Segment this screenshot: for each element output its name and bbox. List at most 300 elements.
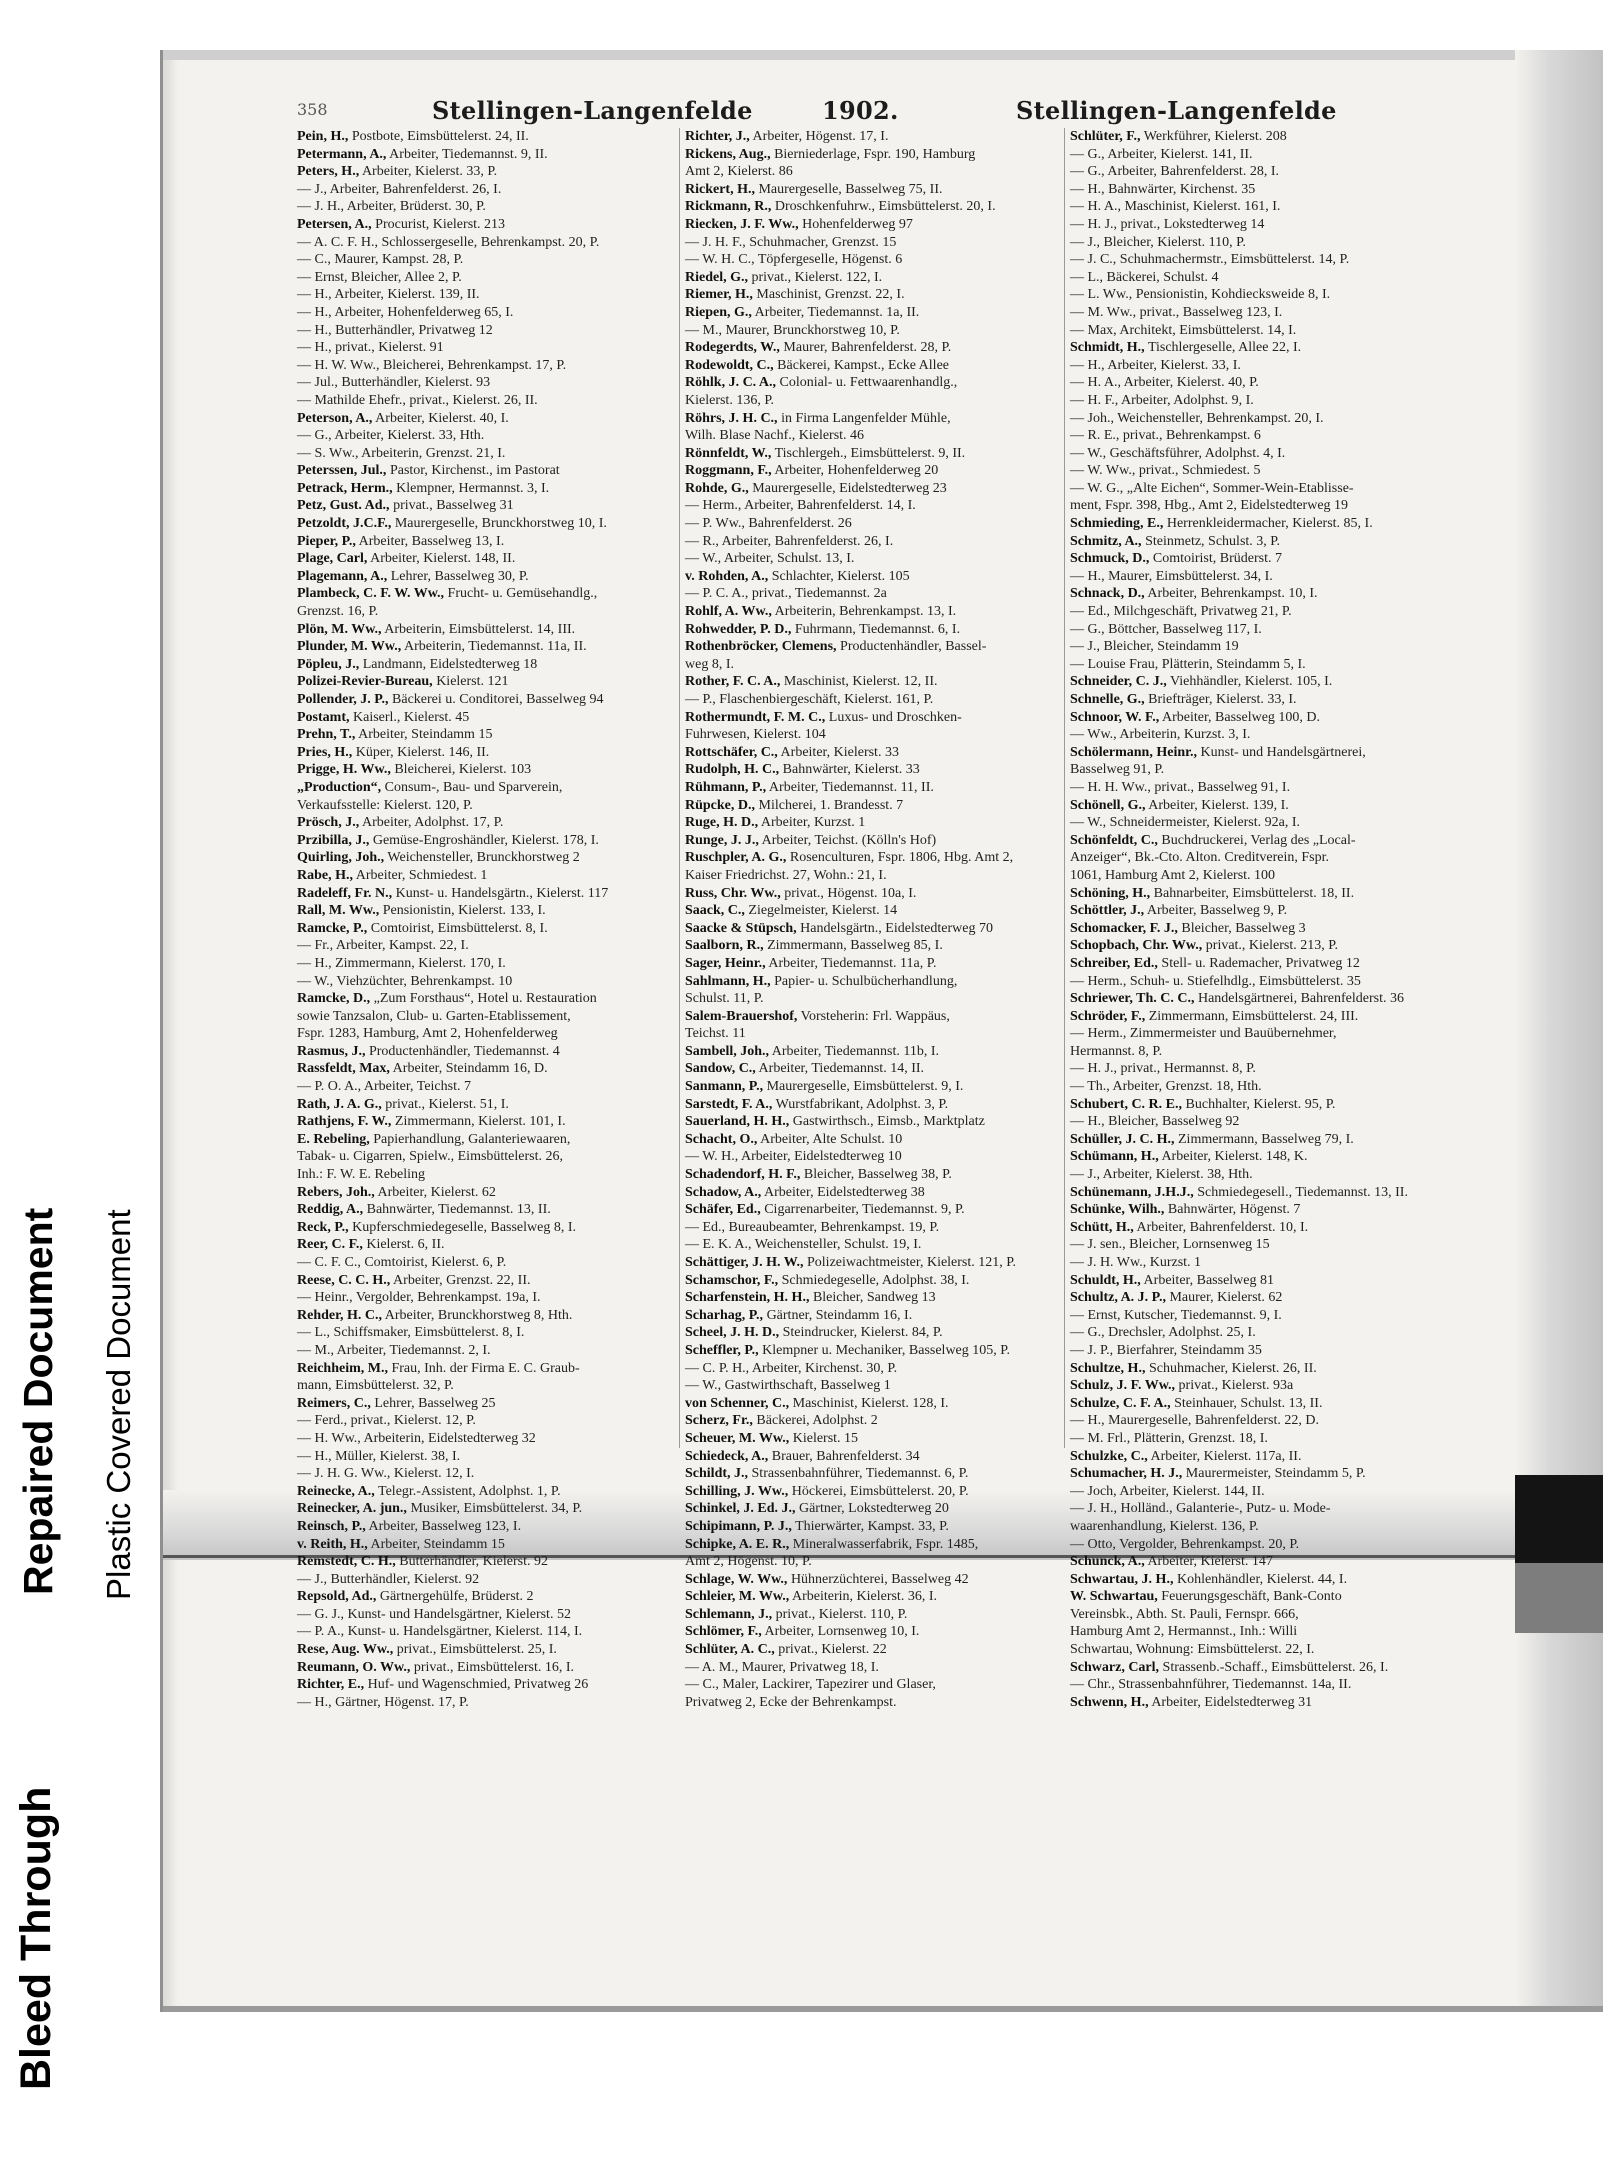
entry-details: — R. E., privat., Behrenkampst. 6	[1070, 428, 1261, 444]
directory-entry	[297, 1096, 677, 1114]
directory-entry	[1070, 814, 1450, 832]
directory-entry	[297, 1043, 677, 1061]
entry-details: Productenhändler, Tiedemannst. 4	[368, 1043, 560, 1059]
directory-entry	[685, 1641, 1065, 1659]
entry-name: Schünke, Wilh.,	[1070, 1202, 1165, 1218]
entry-details: Kielerst. 136, P.	[685, 392, 775, 408]
entry-details: — J., Butterhändler, Kielerst. 92	[297, 1571, 480, 1587]
entry-details: — L., Schiffsmaker, Eimsbüttelerst. 8, I.	[297, 1325, 525, 1341]
entry-details: Kielerst. 6, II.	[366, 1237, 445, 1253]
directory-entry	[1070, 445, 1450, 463]
directory-entry	[297, 198, 677, 216]
entry-name: Sanmann, P.,	[685, 1079, 764, 1095]
entry-details: Gärtnergehülfe, Brüderst. 2	[379, 1589, 534, 1605]
directory-entry	[297, 1025, 677, 1043]
entry-details: — H. W. Ww., Bleicherei, Behrenkampst. 17, P.	[297, 357, 567, 373]
entry-details: Teichst. 11	[685, 1026, 746, 1042]
directory-entry	[1070, 304, 1450, 322]
entry-details: Maurermeister, Steindamm 5, P.	[1185, 1466, 1366, 1482]
entry-details: Gemüse-Engroshändler, Kielerst. 178, I.	[372, 832, 599, 848]
directory-entry	[1070, 1254, 1450, 1272]
entry-name: Radeleff, Fr. N.,	[297, 885, 393, 901]
entry-details: — Joch, Arbeiter, Kielerst. 144, II.	[1070, 1483, 1265, 1499]
entry-details: Küper, Kielerst. 146, II.	[355, 744, 490, 760]
entry-name: v. Rohden, A.,	[685, 568, 769, 584]
entry-details: — J. H. G. Ww., Kielerst. 12, I.	[297, 1466, 475, 1482]
directory-entry	[297, 1694, 677, 1712]
directory-entry	[297, 1606, 677, 1624]
directory-entry	[685, 198, 1065, 216]
entry-name: Schäfer, Ed.,	[685, 1202, 761, 1218]
entry-name: Plön, M. Ww.,	[297, 621, 382, 637]
directory-entry	[685, 1025, 1065, 1043]
entry-details: waarenhandlung, Kielerst. 136, P.	[1070, 1518, 1259, 1534]
entry-details: Rosenculturen, Fspr. 1806, Hbg. Amt 2,	[789, 850, 1014, 866]
entry-details: privat., Högenst. 10a, I.	[784, 885, 917, 901]
directory-entry	[685, 990, 1065, 1008]
directory-entry	[297, 603, 677, 621]
entry-details: Fspr. 1283, Hamburg, Amt 2, Hohenfelderweg	[297, 1026, 558, 1042]
entry-details: Arbeiterin, Kielerst. 36, I.	[791, 1589, 937, 1605]
entry-name: Schwartau, J. H.,	[1070, 1571, 1174, 1587]
entry-name: Schünemann, J.H.J.,	[1070, 1184, 1194, 1200]
entry-details: Zimmermann, Basselweg 85, I.	[767, 938, 943, 954]
entry-details: Consum-, Bau- und Sparverein,	[384, 779, 563, 795]
directory-entry	[685, 656, 1065, 674]
directory-entry	[685, 1430, 1065, 1448]
entry-name: Schröder, F.,	[1070, 1008, 1146, 1024]
directory-entry	[1070, 146, 1450, 164]
entry-name: Sandow, C.,	[685, 1061, 756, 1077]
entry-details: Kunst- und Handelsgärtnerei,	[1200, 744, 1366, 760]
entry-details: Herrenkleidermacher, Kielerst. 85, I.	[1166, 516, 1373, 532]
directory-entry	[685, 550, 1065, 568]
entry-details: — S. Ww., Arbeiterin, Grenzst. 21, I.	[297, 445, 506, 461]
directory-entry	[685, 286, 1065, 304]
directory-entry	[685, 1395, 1065, 1413]
entry-details: — H., Zimmermann, Kielerst. 170, I.	[297, 955, 506, 971]
entry-name: Schadendorf, H. F.,	[685, 1167, 801, 1183]
directory-entry	[297, 480, 677, 498]
entry-details: Arbeiter, Adolphst. 17, P.	[361, 815, 504, 831]
directory-entry	[297, 1166, 677, 1184]
entry-details: — A. M., Maurer, Privatweg 18, I.	[685, 1659, 879, 1675]
entry-name: Roggmann, F.,	[685, 463, 772, 479]
entry-details: Höckerei, Eimsbüttelerst. 20, P.	[791, 1483, 969, 1499]
entry-details: Bahnarbeiter, Eimsbüttelerst. 18, II.	[1153, 885, 1355, 901]
directory-entry	[1070, 1008, 1450, 1026]
directory-entry	[297, 1360, 677, 1378]
directory-entry	[1070, 902, 1450, 920]
entry-details: — Mathilde Ehefr., privat., Kielerst. 26, II.	[297, 392, 538, 408]
entry-details: Zimmermann, Kielerst. 101, I.	[394, 1114, 566, 1130]
entry-details: 1061, Hamburg Amt 2, Kielerst. 100	[1070, 867, 1276, 883]
entry-details: Fuhrwesen, Kielerst. 104	[685, 727, 826, 743]
directory-entry	[1070, 920, 1450, 938]
entry-name: Sager, Heinr.,	[685, 955, 766, 971]
directory-entry	[685, 1536, 1065, 1554]
entry-details: Pastor, Kirchenst., im Pastorat	[389, 463, 560, 479]
entry-details: Schlachter, Kielerst. 105	[771, 568, 910, 584]
entry-details: Maurer, Bahrenfelderst. 28, P.	[783, 340, 952, 356]
entry-details: Arbeiter, Kielerst. 147	[1147, 1554, 1273, 1570]
directory-entry	[1070, 1096, 1450, 1114]
entry-name: Rönnfeldt, W.,	[685, 445, 772, 461]
entry-details: — P. C. A., privat., Tiedemannst. 2a	[685, 586, 887, 602]
entry-name: Schättiger, J. H. W.,	[685, 1255, 804, 1270]
directory-entry	[685, 374, 1065, 392]
entry-name: Rickmann, R.,	[685, 199, 772, 215]
entry-details: Arbeiter, Tiedemannst. 9, II.	[389, 146, 548, 162]
entry-name: Schlüter, F.,	[1070, 129, 1141, 144]
entry-name: Pöpleu, J.,	[297, 656, 360, 672]
entry-details: Arbeiter, Behrenkampst. 10, I.	[1147, 586, 1318, 602]
directory-entry	[1070, 322, 1450, 340]
directory-entry	[685, 1465, 1065, 1483]
entry-name: Schölermann, Heinr.,	[1070, 744, 1198, 760]
entry-name: Schubert, C. R. E.,	[1070, 1096, 1183, 1112]
entry-name: Petzoldt, J.C.F.,	[297, 516, 392, 532]
entry-details: Maurergeselle, Eidelstedterweg 23	[752, 480, 947, 496]
entry-details: — J. P., Bierfahrer, Steindamm 35	[1070, 1342, 1262, 1358]
entry-name: Peterssen, Jul.,	[297, 463, 387, 479]
entry-details: Buchdruckerei, Verlag des „Local-	[1161, 832, 1356, 848]
entry-details: privat., Kielerst. 51, I.	[385, 1096, 509, 1112]
entry-details: Arbeiterin, Tiedemannst. 11a, II.	[403, 639, 587, 655]
entry-name: Reichheim, M.,	[297, 1360, 388, 1376]
directory-entry	[297, 691, 677, 709]
entry-details: — Ed., Milchgeschäft, Privatweg 21, P.	[1070, 604, 1292, 620]
directory-entry	[685, 673, 1065, 691]
entry-details: — J., Bleicher, Kielerst. 110, P.	[1070, 234, 1246, 250]
entry-details: — J. C., Schuhmachermstr., Eimsbüttelerst. 14, P.	[1070, 252, 1350, 268]
directory-entry	[685, 1184, 1065, 1202]
entry-details: Arbeiter, Tiedemannst. 14, II.	[758, 1061, 925, 1077]
entry-details: Arbeiter, Eidelstedterweg 31	[1151, 1694, 1313, 1710]
directory-entry	[297, 146, 677, 164]
running-head-left: Stellingen-Langenfelde	[432, 96, 753, 125]
directory-entry	[685, 1043, 1065, 1061]
side-label-panel	[0, 550, 170, 2090]
entry-details: Bahnwärter, Tiedemannst. 13, II.	[366, 1202, 551, 1218]
entry-name: Reinecke, A.,	[297, 1483, 375, 1499]
entry-name: Schnelle, G.,	[1070, 692, 1145, 707]
entry-details: — W., Viehzüchter, Behrenkampst. 10	[297, 973, 513, 989]
entry-details: Grenzst. 16, P.	[297, 604, 379, 620]
entry-name: Schüller, J. C. H.,	[1070, 1131, 1175, 1147]
entry-name: Runge, J. J.,	[685, 832, 759, 848]
entry-details: — Herm., Arbeiter, Bahrenfelderst. 14, I.	[685, 498, 916, 514]
entry-details: — H. Ww., Arbeiterin, Eidelstedterweg 32	[297, 1430, 536, 1446]
entry-details: — J. H., Holländ., Galanterie-, Putz- u. Mode-	[1070, 1501, 1331, 1517]
entry-details: Verkaufsstelle: Kielerst. 120, P.	[297, 797, 473, 813]
directory-entry	[1070, 568, 1450, 586]
entry-name: Polizei-Revier-Bureau,	[297, 674, 433, 690]
directory-entry	[297, 920, 677, 938]
entry-details: Bäckerei, Kampst., Ecke Allee	[777, 357, 949, 373]
entry-name: Schulzke, C.,	[1070, 1448, 1148, 1464]
entry-details: Kunst- u. Handelsgärtn., Kielerst. 117	[395, 885, 609, 901]
entry-details: — P., Flaschenbiergeschäft, Kielerst. 161, P.	[685, 692, 934, 707]
entry-details: Arbeiter, Basselweg 9, P.	[1146, 903, 1288, 919]
directory-entry	[1070, 427, 1450, 445]
entry-details: — H. A., Arbeiter, Kielerst. 40, P.	[1070, 375, 1259, 391]
entry-details: Arbeiter, Kurzst. 1	[760, 815, 866, 831]
entry-name: Schmitz, A.,	[1070, 533, 1142, 549]
entry-details: Maurergeselle, Eimsbüttelerst. 9, I.	[766, 1079, 964, 1095]
entry-details: Tabak- u. Cigarren, Spielw., Eimsbüttelerst. 26,	[297, 1149, 563, 1165]
entry-details: privat., Kielerst. 93a	[1178, 1378, 1294, 1394]
entry-name: Reumann, O. Ww.,	[297, 1659, 411, 1675]
directory-entry	[297, 1342, 677, 1360]
entry-details: — Heinr., Vergolder, Behrenkampst. 19a, I.	[297, 1290, 541, 1306]
entry-details: — G., Böttcher, Basselweg 117, I.	[1070, 621, 1262, 637]
directory-entry	[1070, 515, 1450, 533]
directory-entry	[297, 1448, 677, 1466]
directory-entry	[685, 568, 1065, 586]
entry-details: Bahnwärter, Kielerst. 33	[782, 762, 920, 778]
entry-name: Sahlmann, H.,	[685, 973, 771, 989]
directory-entry	[297, 779, 677, 797]
entry-name: Riepen, G.,	[685, 304, 752, 320]
directory-entry	[685, 1659, 1065, 1677]
entry-name: Plunder, M. Ww.,	[297, 639, 402, 655]
directory-entry	[297, 550, 677, 568]
entry-name: E. Rebeling,	[297, 1131, 370, 1147]
entry-name: von Schenner, C.,	[685, 1395, 790, 1411]
entry-name: Pries, H.,	[297, 744, 353, 760]
directory-column-1	[297, 128, 677, 1710]
directory-entry	[1070, 761, 1450, 779]
entry-details: Arbeiter, Tiedemannst. 11a, P.	[768, 955, 937, 971]
entry-details: Arbeiter, Eidelstedterweg 38	[763, 1184, 925, 1200]
entry-details: — P. O. A., Arbeiter, Teichst. 7	[297, 1079, 471, 1095]
entry-details: „Zum Forsthaus“, Hotel u. Restauration	[373, 991, 597, 1007]
entry-details: Viehhändler, Kielerst. 105, I.	[1169, 674, 1333, 690]
directory-entry	[1070, 1465, 1450, 1483]
entry-name: Riedel, G.,	[685, 269, 748, 285]
entry-name: Schöning, H.,	[1070, 885, 1151, 901]
directory-entry	[685, 1078, 1065, 1096]
entry-name: Schönell, G.,	[1070, 797, 1146, 813]
entry-name: Rühmann, P.,	[685, 779, 767, 795]
directory-entry	[685, 445, 1065, 463]
entry-name: Schiedeck, A.,	[685, 1448, 769, 1464]
directory-entry	[685, 1148, 1065, 1166]
directory-entry	[297, 374, 677, 392]
directory-entry	[297, 1148, 677, 1166]
entry-details: Arbeiter, Tiedemannst. 11b, I.	[771, 1043, 940, 1059]
entry-details: Weichensteller, Brunckhorstweg 2	[387, 850, 580, 866]
entry-details: Bleicher, Basselweg 38, P.	[803, 1167, 952, 1183]
entry-details: Colonial- u. Fettwaarenhandlg.,	[779, 375, 958, 391]
entry-details: — H., Bleicher, Basselweg 92	[1070, 1114, 1240, 1130]
entry-name: v. Reith, H.,	[297, 1536, 368, 1552]
directory-entry	[1070, 480, 1450, 498]
directory-entry	[1070, 1606, 1450, 1624]
entry-details: — H. J., privat., Hermannst. 8, P.	[1070, 1061, 1256, 1077]
entry-name: Schopbach, Chr. Ww.,	[1070, 938, 1203, 954]
directory-entry	[1070, 849, 1450, 867]
directory-entry	[685, 1201, 1065, 1219]
entry-name: Postamt,	[297, 709, 350, 725]
entry-details: — C., Maler, Lackirer, Tapezirer und Glaser,	[685, 1677, 936, 1693]
entry-details: — H., Butterhändler, Privatweg 12	[297, 322, 493, 338]
directory-entry	[297, 1588, 677, 1606]
entry-details: Arbeiter, Schmiedest. 1	[355, 867, 488, 883]
directory-entry	[1070, 1536, 1450, 1554]
entry-details: — Chr., Strassenbahnführer, Tiedemannst. 14a, II.	[1070, 1677, 1352, 1693]
entry-name: Schulz, J. F. Ww.,	[1070, 1378, 1176, 1394]
entry-details: — H., Maurer, Eimsbüttelerst. 34, I.	[1070, 568, 1273, 584]
entry-name: Reer, C. F.,	[297, 1237, 363, 1253]
directory-entry	[685, 1272, 1065, 1290]
entry-details: — H., privat., Kielerst. 91	[297, 340, 444, 356]
entry-name: Schönfeldt, C.,	[1070, 832, 1158, 848]
entry-name: Rohlf, A. Ww.,	[685, 604, 772, 620]
entry-name: Rodegerdts, W.,	[685, 340, 780, 356]
entry-name: Schomacker, F. J.,	[1070, 920, 1178, 936]
directory-entry	[1070, 585, 1450, 603]
entry-name: Rath, J. A. G.,	[297, 1096, 382, 1112]
entry-details: Schmiedegeselle, Adolphst. 38, I.	[781, 1272, 970, 1288]
gray-patch	[1515, 1563, 1603, 1633]
entry-name: Schuldt, H.,	[1070, 1272, 1141, 1288]
entry-name: Sauerland, H. H.,	[685, 1114, 790, 1130]
directory-entry	[1070, 779, 1450, 797]
directory-entry	[685, 814, 1065, 832]
directory-entry	[1070, 216, 1450, 234]
directory-entry	[297, 761, 677, 779]
entry-details: Bierniederlage, Fspr. 190, Hamburg	[774, 146, 976, 162]
entry-name: Rebers, Joh.,	[297, 1184, 375, 1200]
entry-name: Schlage, W. Ww.,	[685, 1571, 788, 1587]
directory-entry	[1070, 973, 1450, 991]
directory-entry	[685, 937, 1065, 955]
directory-entry	[1070, 1078, 1450, 1096]
entry-details: Arbeiter, Brunckhorstweg 8, Hth.	[384, 1307, 573, 1323]
directory-entry	[685, 1553, 1065, 1571]
entry-details: — Ferd., privat., Kielerst. 12, P.	[297, 1413, 476, 1429]
directory-entry	[685, 1236, 1065, 1254]
entry-details: — G., Arbeiter, Bahrenfelderst. 28, I.	[1070, 164, 1279, 180]
directory-entry	[685, 339, 1065, 357]
entry-details: Pensionistin, Kielerst. 133, I.	[382, 903, 546, 919]
entry-details: Arbeiter, Hohenfelderweg 20	[774, 463, 939, 479]
entry-details: Vorsteherin: Frl. Wappäus,	[800, 1008, 950, 1024]
entry-details: Gastwirthsch., Eimsb., Marktplatz	[792, 1114, 985, 1130]
directory-entry	[297, 1395, 677, 1413]
entry-details: — W. Ww., privat., Schmiedest. 5	[1070, 463, 1261, 479]
entry-details: — Louise Frau, Plätterin, Steindamm 5, I.	[1070, 656, 1306, 672]
entry-name: Riecken, J. F. Ww.,	[685, 216, 799, 232]
entry-details: — H., Arbeiter, Kielerst. 33, I.	[1070, 357, 1241, 373]
directory-entry	[1070, 691, 1450, 709]
entry-details: — M., Maurer, Brunckhorstweg 10, P.	[685, 322, 900, 338]
directory-entry	[1070, 1113, 1450, 1131]
entry-name: Schnoor, W. F.,	[1070, 709, 1160, 725]
entry-details: Amt 2, Kielerst. 86	[685, 164, 793, 180]
entry-details: — M., Arbeiter, Tiedemannst. 2, I.	[297, 1342, 491, 1358]
entry-name: Petersen, A.,	[297, 216, 372, 232]
entry-details: Polizeiwachtmeister, Kielerst. 121, P.	[807, 1255, 1017, 1270]
entry-name: Rickert, H.,	[685, 181, 755, 197]
entry-details: Arbeiter, Kielerst. 62	[377, 1184, 496, 1200]
entry-details: Arbeiter, Högenst. 17, I.	[752, 129, 889, 144]
entry-details: Bäckerei u. Conditorei, Basselweg 94	[392, 692, 604, 707]
directory-entry	[297, 1307, 677, 1325]
entry-name: Richter, E.,	[297, 1677, 365, 1693]
entry-name: Ruge, H. D.,	[685, 815, 759, 831]
entry-details: Steinmetz, Schulst. 3, P.	[1145, 533, 1281, 549]
entry-name: Rottschäfer, C.,	[685, 744, 778, 760]
entry-details: Zimmermann, Basselweg 79, I.	[1178, 1131, 1354, 1147]
entry-name: Rohwedder, P. D.,	[685, 621, 792, 637]
entry-details: Kielerst. 121	[436, 674, 509, 690]
directory-entry	[1070, 673, 1450, 691]
entry-details: — P. A., Kunst- u. Handelsgärtner, Kielerst. 114, I.	[297, 1624, 583, 1640]
entry-details: Arbeiter, Kielerst. 40, I.	[375, 410, 509, 426]
directory-entry	[297, 726, 677, 744]
directory-entry	[1070, 462, 1450, 480]
directory-entry	[1070, 251, 1450, 269]
directory-entry	[297, 216, 677, 234]
entry-name: Rüpcke, D.,	[685, 797, 756, 813]
entry-details: Strassenb.-Schaff., Eimsbüttelerst. 26, I.	[1162, 1659, 1389, 1675]
directory-entry	[1070, 163, 1450, 181]
directory-entry	[297, 1412, 677, 1430]
directory-entry	[1070, 533, 1450, 551]
directory-entry	[297, 585, 677, 603]
entry-details: — H., Gärtner, Högenst. 17, P.	[297, 1694, 469, 1710]
directory-column-2	[685, 128, 1065, 1710]
directory-entry	[685, 1588, 1065, 1606]
entry-details: Hühnerzüchterei, Basselweg 42	[790, 1571, 969, 1587]
directory-entry	[297, 234, 677, 252]
entry-details: Maschinist, Kielerst. 12, II.	[783, 674, 938, 690]
entry-name: Schipke, A. E. R.,	[685, 1536, 790, 1552]
directory-entry	[297, 814, 677, 832]
entry-name: Prösch, J.,	[297, 815, 360, 831]
entry-details: Wilh. Blase Nachf., Kielerst. 46	[685, 428, 865, 444]
directory-entry	[685, 322, 1065, 340]
directory-entry	[297, 1219, 677, 1237]
entry-name: Reinsch, P.,	[297, 1518, 366, 1534]
entry-name: Peters, H.,	[297, 164, 360, 180]
entry-name: Repsold, Ad.,	[297, 1589, 377, 1605]
directory-entry	[297, 1131, 677, 1149]
directory-entry	[1070, 1148, 1450, 1166]
entry-details: — M. Ww., privat., Basselweg 123, I.	[1070, 304, 1283, 320]
directory-entry	[685, 234, 1065, 252]
entry-details: ment, Fspr. 398, Hbg., Amt 2, Eidelstedterweg 19	[1070, 498, 1349, 514]
directory-entry	[685, 392, 1065, 410]
directory-entry	[685, 269, 1065, 287]
directory-entry	[1070, 339, 1450, 357]
entry-details: Arbeiter, Steindamm 15	[358, 727, 493, 743]
entry-details: Werkführer, Kielerst. 208	[1143, 129, 1287, 144]
entry-details: Fuhrmann, Tiedemannst. 6, I.	[794, 621, 961, 637]
entry-details: — W., Geschäftsführer, Adolphst. 4, I.	[1070, 445, 1286, 461]
entry-details: Feuerungsgeschäft, Bank-Conto	[1161, 1589, 1342, 1605]
directory-entry	[685, 1412, 1065, 1430]
directory-entry	[685, 1500, 1065, 1518]
directory-entry	[1070, 1641, 1450, 1659]
entry-details: Arbeiterin, Behrenkampst. 13, I.	[774, 604, 957, 620]
entry-name: Schlemann, J.,	[685, 1606, 773, 1622]
scan-bottom-edge	[163, 2006, 1603, 2012]
entry-name: Riemer, H.,	[685, 287, 753, 303]
